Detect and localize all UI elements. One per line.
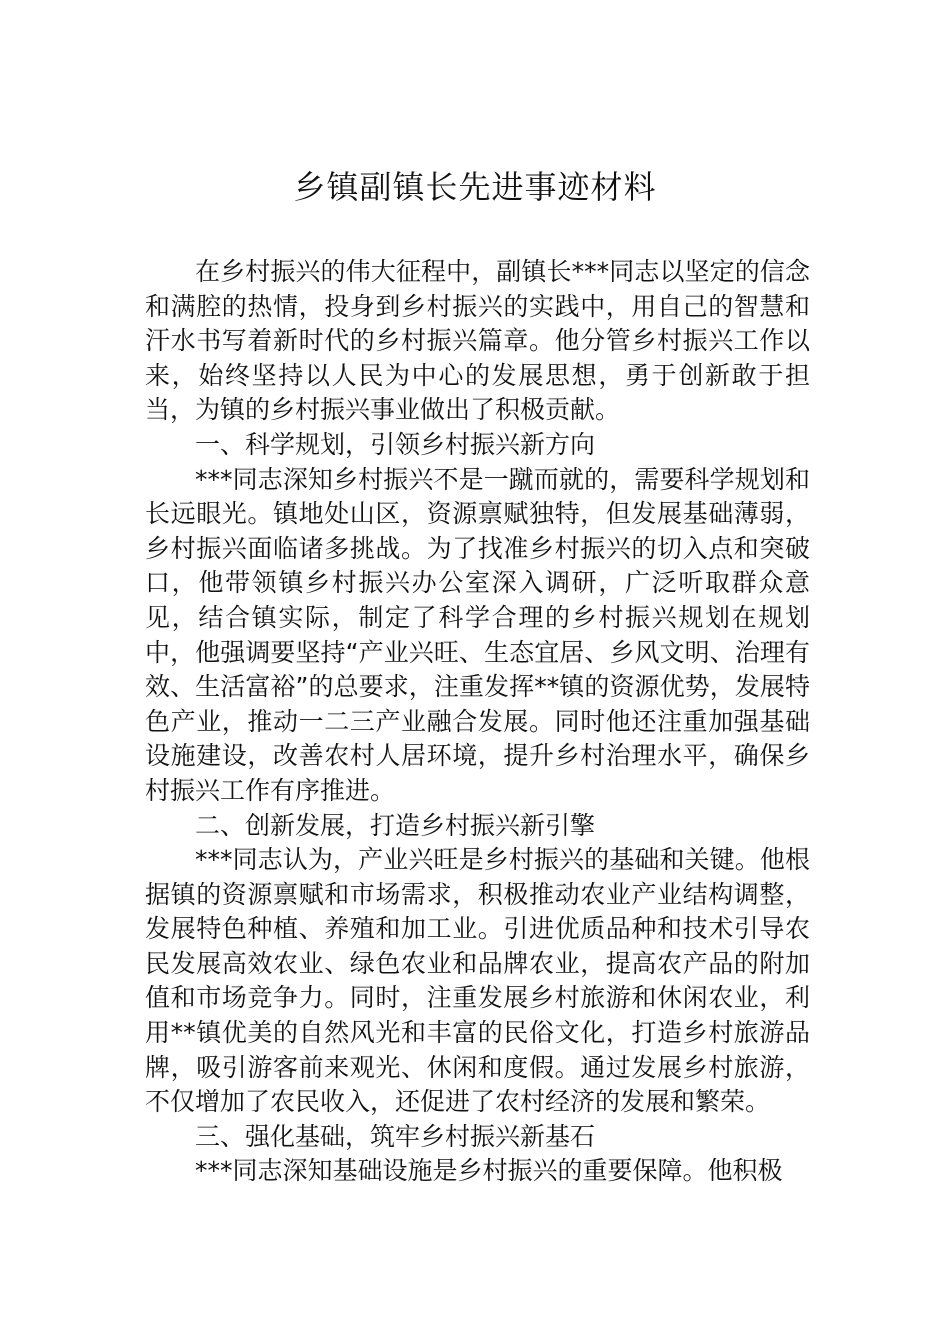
document-body <box>145 255 810 1189</box>
section-3-paragraph: ***同志深知基础设施是乡村振兴的重要保障。他积极 <box>195 1156 783 1186</box>
section-2-paragraph: ***同志认为，产业兴旺是乡村振兴的基础和关键。他根据镇的资源禀赋和市场需求，积极推动农业产业结构调整，发展特色种植、养殖和加工业。引进优质品种和技术引导农民发展高效农业、绿色农业和品牌农业，提高农产品的附加值和市场竞争力。同时，注重发展乡村旅游和休闲农业，利用**镇优美的自然风光和丰富的民俗文化，打造乡村旅游品牌，吸引游客前来观光、休闲和度假。通过发展乡村旅游，不仅增加了农民收入，还促进了农村经济的发展和繁荣。 <box>145 845 810 1117</box>
section-1-paragraph: ***同志深知乡村振兴不是一蹴而就的，需要科学规划和长远眼光。镇地处山区，资源禀赋独特，但发展基础薄弱，乡村振兴面临诸多挑战。为了找准乡村振兴的切入点和突破口，他带领镇乡村振兴办公室深入调研，广泛听取群众意见，结合镇实际，制定了科学合理的乡村振兴规划在规划中，他强调要坚持“产业兴旺、生态宜居、乡风文明、治理有效、生活富裕”的总要求，注重发挥**镇的资源优势，发展特色产业，推动一二三产业融合发展。同时他还注重加强基础设施建设，改善农村人居环境，提升乡村治理水平，确保乡村振兴工作有序推进。 <box>145 464 810 805</box>
section-heading-1: 一、科学规划，引领乡村振兴新方向 <box>195 429 596 459</box>
intro-paragraph: 在乡村振兴的伟大征程中，副镇长***同志以坚定的信念和满腔的热情，投身到乡村振兴的实践中，用自己的智慧和汗水书写着新时代的乡村振兴篇章。他分管乡村振兴工作以来，始终坚持以人民为中心的发展思想，勇于创新敢于担当，为镇的乡村振兴事业做出了积极贡献。 <box>145 257 810 425</box>
section-heading-3: 三、强化基础，筑牢乡村振兴新基石 <box>195 1121 596 1151</box>
document-title: 乡镇副镇长先进事迹材料 <box>293 168 657 206</box>
section-heading-2: 二、创新发展，打造乡村振兴新引擎 <box>195 810 596 840</box>
